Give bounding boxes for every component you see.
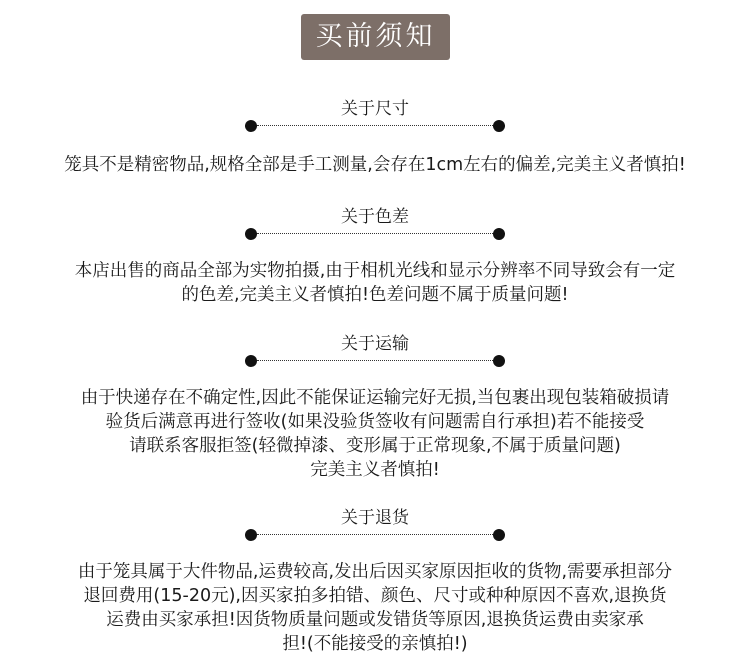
divider-dot-icon bbox=[245, 228, 257, 240]
divider-line bbox=[257, 125, 493, 126]
body-line: 由于快递存在不确定性,因此不能保证运输完好无损,当包裹出现包装箱破损请 bbox=[80, 388, 670, 408]
divider-dot-icon bbox=[493, 228, 505, 240]
divider-dot-icon bbox=[245, 529, 257, 541]
section-divider-color bbox=[245, 228, 505, 240]
divider-dot-icon bbox=[493, 355, 505, 367]
section-title-shipping: 关于运输 bbox=[341, 334, 409, 354]
divider-dot-icon bbox=[245, 120, 257, 132]
section-body-shipping bbox=[0, 386, 750, 482]
body-line: 笼具不是精密物品,规格全部是手工测量,会存在1cm左右的偏差,完美主义者慎拍! bbox=[64, 155, 686, 175]
body-line: 由于笼具属于大件物品,运费较高,发出后因买家原因拒收的货物,需要承担部分 bbox=[77, 562, 673, 582]
section-body-size bbox=[0, 153, 750, 177]
body-line: 担!(不能接受的亲慎拍!) bbox=[282, 634, 468, 654]
divider-dot-icon bbox=[493, 120, 505, 132]
body-line: 本店出售的商品全部为实物拍摄,由于相机光线和显示分辨率不同导致会有一定 bbox=[74, 261, 676, 281]
section-title-returns: 关于退货 bbox=[341, 508, 409, 528]
body-line: 完美主义者慎拍! bbox=[310, 460, 440, 480]
section-body-color bbox=[0, 259, 750, 307]
section-title-size: 关于尺寸 bbox=[341, 99, 409, 119]
divider-line bbox=[257, 534, 493, 535]
body-line: 请联系客服拒签(轻微掉漆、变形属于正常现象,不属于质量问题) bbox=[129, 436, 621, 456]
divider-dot-icon bbox=[245, 355, 257, 367]
body-line: 运费由买家承担!因货物质量问题或发错货等原因,退换货运费由卖家承 bbox=[106, 610, 644, 630]
section-divider-returns bbox=[245, 529, 505, 541]
section-title-color: 关于色差 bbox=[341, 207, 409, 227]
body-line: 验货后满意再进行签收(如果没验货签收有问题需自行承担)若不能接受 bbox=[105, 412, 645, 432]
section-divider-size bbox=[245, 120, 505, 132]
body-line: 退回费用(15-20元),因买家拍多拍错、颜色、尺寸或种种原因不喜欢,退换货 bbox=[83, 586, 667, 606]
section-divider-shipping bbox=[245, 355, 505, 367]
page-title: 买前须知 bbox=[301, 14, 450, 60]
section-body-returns bbox=[0, 560, 750, 656]
divider-line bbox=[257, 233, 493, 234]
body-line: 的色差,完美主义者慎拍!色差问题不属于质量问题! bbox=[181, 285, 569, 305]
divider-line bbox=[257, 360, 493, 361]
divider-dot-icon bbox=[493, 529, 505, 541]
